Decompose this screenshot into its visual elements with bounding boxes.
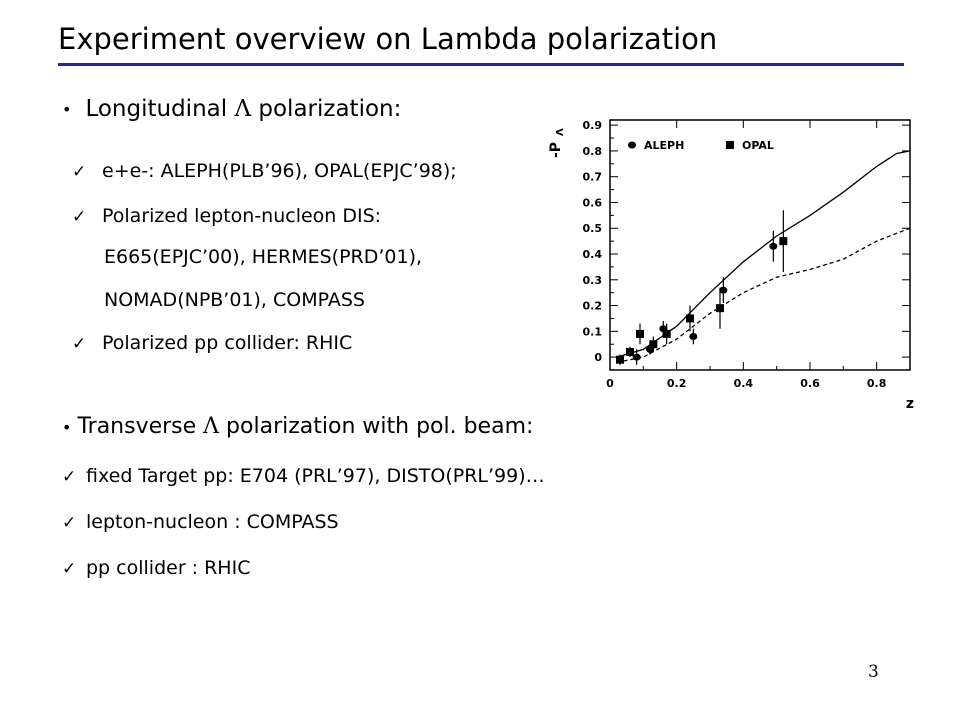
checkmark-icon: ✓: [72, 162, 87, 182]
list-item-text: fixed Target pp: E704 (PRL’97), DISTO(PRL’99)…: [86, 465, 545, 487]
list-item: [72, 160, 457, 182]
y-tick-label: 0.8: [582, 144, 602, 158]
x-tick-label: 0.2: [666, 377, 687, 390]
y-tick-label: 0.2: [582, 299, 602, 313]
opal-data-point: [686, 314, 694, 322]
y-tick-label: 0.6: [582, 196, 602, 210]
y-tick-label: 0.4: [582, 248, 602, 262]
x-tick-label: 0: [606, 377, 614, 390]
list-item-text: e+e-: ALEPH(PLB’96), OPAL(EPJC’98);: [102, 160, 457, 182]
list-item-text: Polarized pp collider: RHIC: [102, 332, 353, 354]
x-tick-label: 0.4: [733, 377, 754, 390]
y-tick-label: 0.7: [582, 170, 602, 184]
y-axis-label-subscript: Λ: [555, 128, 566, 136]
legend-label: ALEPH: [644, 139, 685, 152]
plot-frame: [610, 120, 910, 370]
x-tick-label: 0.6: [800, 377, 820, 390]
lambda-symbol: Λ: [234, 96, 252, 122]
opal-data-point: [626, 348, 634, 356]
checkmark-icon: ✓: [62, 559, 77, 579]
y-tick-label: 0: [594, 351, 602, 365]
list-item-text: Polarized lepton-nucleon DIS:: [102, 205, 382, 227]
list-item: [62, 511, 339, 533]
heading-lead: Longitudinal: [85, 96, 235, 122]
list-item-text: lepton-nucleon : COMPASS: [86, 511, 339, 533]
checkmark-icon: ✓: [72, 334, 87, 354]
page-number: 3: [868, 662, 879, 682]
x-axis-label: z: [905, 396, 915, 412]
y-tick-label: 0.9: [582, 119, 602, 133]
bullet-icon: •: [62, 417, 72, 437]
opal-data-point: [779, 237, 787, 245]
heading-lead: Transverse: [77, 414, 204, 439]
heading-tail: polarization with pol. beam:: [219, 414, 534, 439]
lambda-symbol: Λ: [203, 414, 220, 439]
opal-data-point: [616, 356, 624, 364]
list-item: [62, 465, 545, 487]
list-item-continuation: NOMAD(NPB’01), COMPASS: [104, 289, 365, 311]
y-tick-label: 0.3: [582, 273, 602, 287]
section-transverse-heading: [62, 414, 533, 439]
y-tick-label: 0.5: [582, 222, 602, 236]
y-tick-label: 0.1: [582, 325, 602, 339]
aleph-data-point: [769, 243, 777, 250]
aleph-data-point: [689, 333, 697, 340]
list-item: [62, 557, 250, 579]
opal-data-point: [716, 304, 724, 312]
list-item-text: pp collider : RHIC: [86, 557, 251, 579]
legend-marker: [726, 141, 734, 149]
bullet-icon: •: [62, 100, 72, 119]
heading-tail: polarization:: [251, 96, 402, 122]
title-underline: [58, 63, 904, 66]
dashed-theory-curve: [617, 228, 910, 362]
list-item-continuation: E665(EPJC’00), HERMES(PRD’01),: [104, 246, 423, 268]
opal-data-point: [649, 340, 657, 348]
y-axis-label: -P: [548, 141, 564, 158]
legend-label: OPAL: [742, 139, 774, 152]
slide-title: Experiment overview on Lambda polarization: [58, 22, 718, 56]
checkmark-icon: ✓: [62, 513, 77, 533]
list-item: [72, 332, 352, 354]
x-tick-label: 0.8: [866, 377, 887, 390]
legend-marker: [628, 142, 636, 149]
section-longitudinal-heading: [62, 96, 401, 122]
checkmark-icon: ✓: [72, 207, 87, 227]
list-item: [72, 205, 381, 227]
checkmark-icon: ✓: [62, 467, 77, 487]
opal-data-point: [636, 330, 644, 338]
opal-data-point: [663, 330, 671, 338]
polarization-chart: [500, 100, 930, 420]
